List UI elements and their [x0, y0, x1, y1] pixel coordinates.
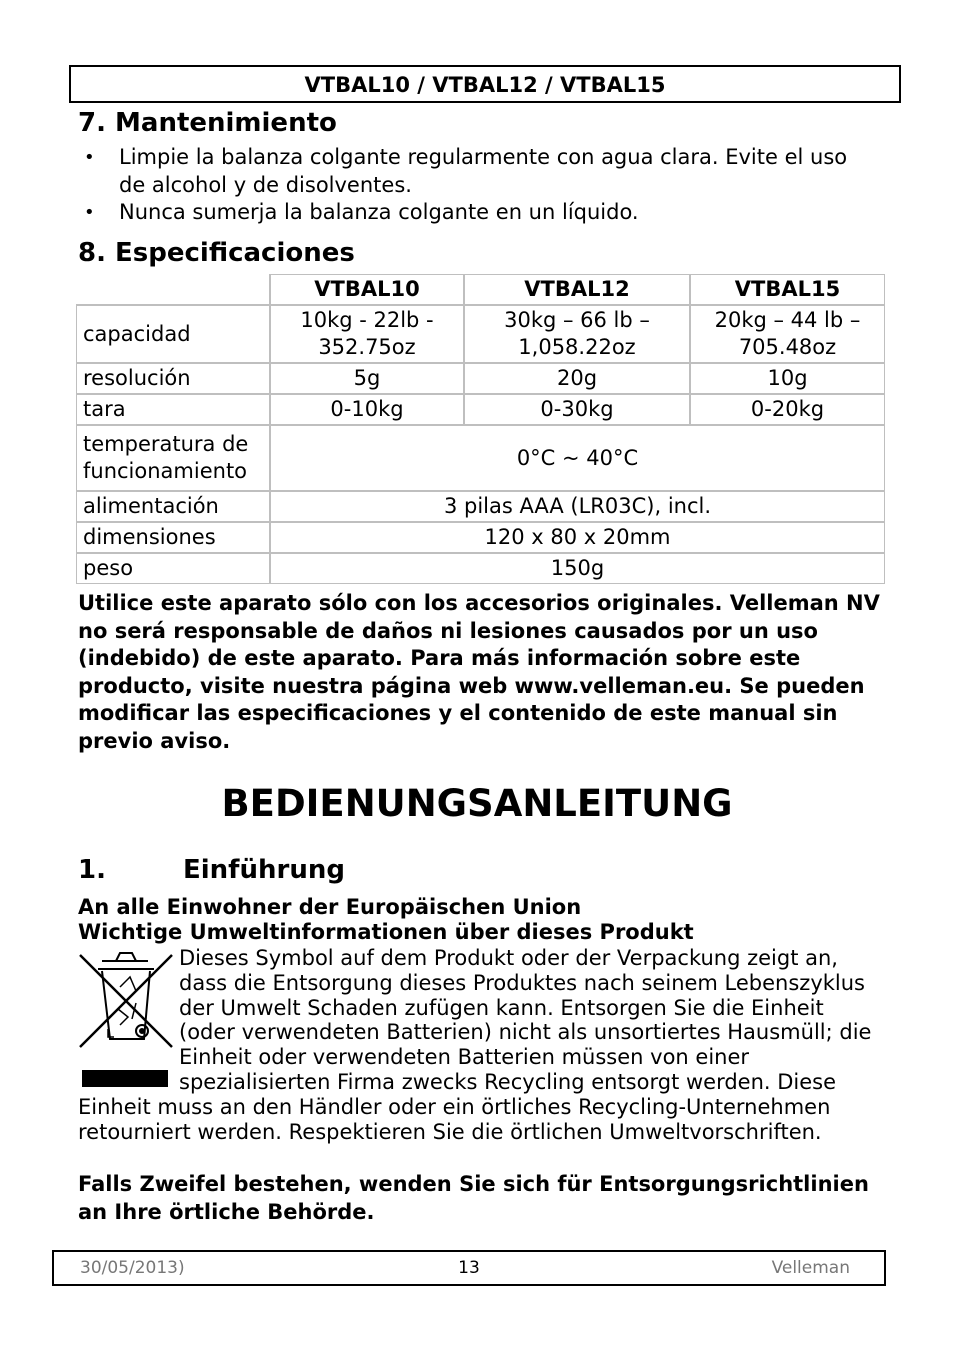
environment-paragraph — [78, 946, 878, 1144]
table-row — [76, 553, 885, 584]
table-row — [76, 491, 885, 522]
section-heading-mantenimiento: 7. Mantenimiento — [78, 108, 337, 138]
page-header-title: VTBAL10 / VTBAL12 / VTBAL15 — [69, 65, 901, 103]
table-row — [76, 305, 885, 363]
list-item: • Nunca sumerja la balanza colgante en un líquido. — [78, 199, 878, 227]
specifications-table — [76, 274, 885, 584]
section-heading-especificaciones: 8. Especificaciones — [78, 238, 355, 268]
table-cell: 120 x 80 x 20mm — [270, 522, 885, 553]
row-label: peso — [76, 553, 270, 584]
row-label: alimentación — [76, 491, 270, 522]
table-corner-cell — [76, 274, 270, 305]
row-label: tara — [76, 394, 270, 425]
table-cell: 5g — [270, 363, 464, 394]
column-header: VTBAL12 — [464, 274, 690, 305]
table-cell: 10g — [690, 363, 885, 394]
section-heading-einfuehrung — [78, 855, 345, 885]
table-cell: 20g — [464, 363, 690, 394]
table-row — [76, 522, 885, 553]
contact-authority-note: Falls Zweifel bestehen, wenden Sie sich für Entsorgungsrichtlinien an Ihre örtliche Behörde. — [78, 1172, 869, 1224]
list-item: • Limpie la balanza colgante regularmente con agua clara. Evite el uso de alcohol y de disolventes. — [78, 144, 878, 199]
footer-date: 30/05/2013) — [80, 1258, 185, 1278]
crossed-out-wheelie-bin-icon — [78, 947, 174, 1087]
subheading-environment-info: Wichtige Umweltinformationen über dieses Produkt — [78, 920, 694, 944]
maintenance-list — [78, 144, 878, 227]
table-cell: 0-20kg — [690, 394, 885, 425]
eu-subheading — [78, 895, 694, 945]
table-cell: 0°C ~ 40°C — [270, 425, 885, 491]
footer-brand: Velleman — [771, 1258, 850, 1278]
column-header: VTBAL10 — [270, 274, 464, 305]
table-row — [76, 425, 885, 491]
page-footer — [52, 1250, 886, 1286]
row-label: capacidad — [76, 305, 270, 363]
table-header-row — [76, 274, 885, 305]
column-header: VTBAL15 — [690, 274, 885, 305]
table-cell: 0-30kg — [464, 394, 690, 425]
table-cell: 30kg – 66 lb – 1,058.22oz — [464, 305, 690, 363]
subheading-eu-residents: An alle Einwohner der Europäischen Union — [78, 895, 582, 919]
manual-title: BEDIENUNGSANLEITUNG — [221, 782, 733, 825]
table-row — [76, 394, 885, 425]
page-number: 13 — [458, 1258, 480, 1278]
row-label: temperatura de funcionamiento — [76, 425, 270, 491]
table-cell: 150g — [270, 553, 885, 584]
table-cell: 0-10kg — [270, 394, 464, 425]
disclaimer-notice: Utilice este aparato sólo con los accesorios originales. Velleman NV no será responsable de daños ni lesiones causados por un uso (indebido) de este aparato. Para más información sobre este producto, visite nuestra página web www.velleman.eu. Se pueden modificar las especificaciones y el contenido de este manual sin previo aviso. — [78, 591, 880, 753]
table-cell: 3 pilas AAA (LR03C), incl. — [270, 491, 885, 522]
row-label: resolución — [76, 363, 270, 394]
section-title: Einführung — [183, 855, 345, 885]
environment-text: Dieses Symbol auf dem Produkt oder der Verpackung zeigt an, dass die Entsorgung dieses Produktes nach seinem Lebenszyklus der Umwelt Schaden zufügen kann. Entsorgen Sie die Einheit (oder verwendeten Batterien) nicht als unsortiertes Hausmüll; die Einheit oder verwendeten Batterien müssen von einer spezialisierten Firma zwecks Recycling entsorgt werden. Diese Einheit muss an den Händler oder ein örtliches Recycling-Unternehmen retourniert werden. Respektieren Sie die örtlichen Umweltvorschriften. — [78, 946, 872, 1144]
row-label: dimensiones — [76, 522, 270, 553]
table-row — [76, 363, 885, 394]
section-number: 1. — [78, 855, 106, 885]
table-cell: 10kg - 22lb - 352.75oz — [270, 305, 464, 363]
table-cell: 20kg – 44 lb – 705.48oz — [690, 305, 885, 363]
